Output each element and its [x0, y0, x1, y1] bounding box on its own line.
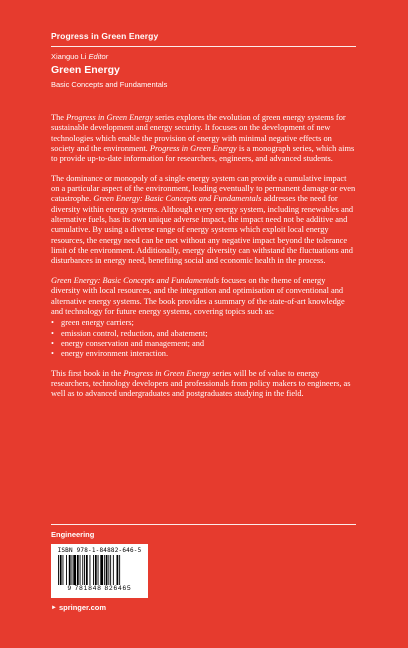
paragraph-2: The dominance or monopoly of a single energy system can provide a cumulative impact on a particular aspect of the environment, leading eventually to permanent damage or even catastrophe. Green Energy: Basic Concepts and Fundamentals addresses the need for diversity within energy systems. Although every energy system, including renewables and alternative fuels, has its own unique adverse impact, the impact need not be additive and cumulative. By using a diverse range of energy systems which exploit local energy resources, the energy need can be met without any negative impact beyond the tolerance limit of the environment. Additionally, energy diversity can withstand the fluctuations and disturbances in energy need, benefiting social and economic health in the process.: [51, 173, 356, 266]
paragraph-3: Green Energy: Basic Concepts and Fundamentals focuses on the theme of energy diversity with local resources, and the integration and optimisation of conventional and alternative energy systems. The book provides a summary of the state-of-art knowledge and technology for future energy systems, covering topics such as:: [51, 275, 345, 316]
barcode-bar: [110, 555, 111, 585]
book-subtitle: Basic Concepts and Fundamentals: [51, 80, 168, 89]
book-title: Green Energy: [51, 64, 120, 76]
barcode-bar: [119, 555, 120, 585]
barcode-digits: 9 781848 826465: [67, 585, 132, 592]
barcode-bar: [103, 555, 104, 585]
barcode-bar: [93, 555, 94, 585]
editor-line: [51, 52, 108, 61]
barcode-bar: [58, 555, 59, 585]
topic-item: • energy environment interaction.: [51, 349, 356, 359]
barcode-bar: [105, 555, 107, 585]
barcode-bar: [82, 555, 83, 585]
barcode-bar: [94, 555, 96, 585]
publisher-link[interactable]: [51, 603, 106, 612]
barcode: [51, 544, 148, 598]
barcode-bar: [76, 555, 78, 585]
barcode-bar: [100, 555, 103, 585]
barcode-bar: [79, 555, 80, 585]
topics-list: [51, 318, 356, 359]
topic-item: • emission control, reduction, and abatement;: [51, 329, 356, 339]
barcode-bar: [108, 555, 109, 585]
series-title: Progress in Green Energy: [51, 31, 159, 41]
barcode-bars: [56, 555, 144, 585]
bottom-divider: [51, 524, 356, 525]
arrow-right-icon: ►: [51, 604, 57, 611]
publisher-url: springer.com: [58, 603, 107, 612]
barcode-bar: [73, 555, 76, 585]
barcode-bar: [116, 555, 118, 585]
topic-item: • energy conservation and management; and: [51, 339, 356, 349]
barcode-bar: [85, 555, 87, 585]
isbn-label: ISBN 978-1-84882-646-5: [57, 547, 142, 554]
barcode-bar: [66, 555, 67, 585]
barcode-bar: [62, 555, 63, 585]
barcode-bar: [59, 555, 61, 585]
topic-item: • green energy carriers;: [51, 318, 356, 328]
barcode-bar: [97, 555, 98, 585]
editor-role: Editor: [88, 52, 109, 61]
barcode-bar: [89, 555, 90, 585]
barcode-bar: [68, 555, 70, 585]
top-divider: [51, 46, 356, 47]
barcode-bar: [84, 555, 85, 585]
description: [51, 113, 356, 409]
category-label: Engineering: [51, 530, 95, 539]
barcode-bar: [71, 555, 72, 585]
editor-name: Xianguo Li: [51, 52, 87, 61]
paragraph-4: This first book in the Progress in Green Energy series will be of value to energy researchers, technology developers and professionals from policy makers to engineers, as well as to advanced undergraduates and postgraduates studying in the field.: [51, 368, 351, 399]
barcode-bar: [112, 555, 113, 585]
paragraph-1: The Progress in Green Energy series explores the evolution of green energy systems for sustainable development and energy security. It focuses on the development of new technologies which enable the provision of energy with minimal negative effects on society and the environment. Progress in Green Energy is a monograph series, which aims to provide up-to-date information for researchers, engineers, and advanced students.: [51, 113, 355, 164]
